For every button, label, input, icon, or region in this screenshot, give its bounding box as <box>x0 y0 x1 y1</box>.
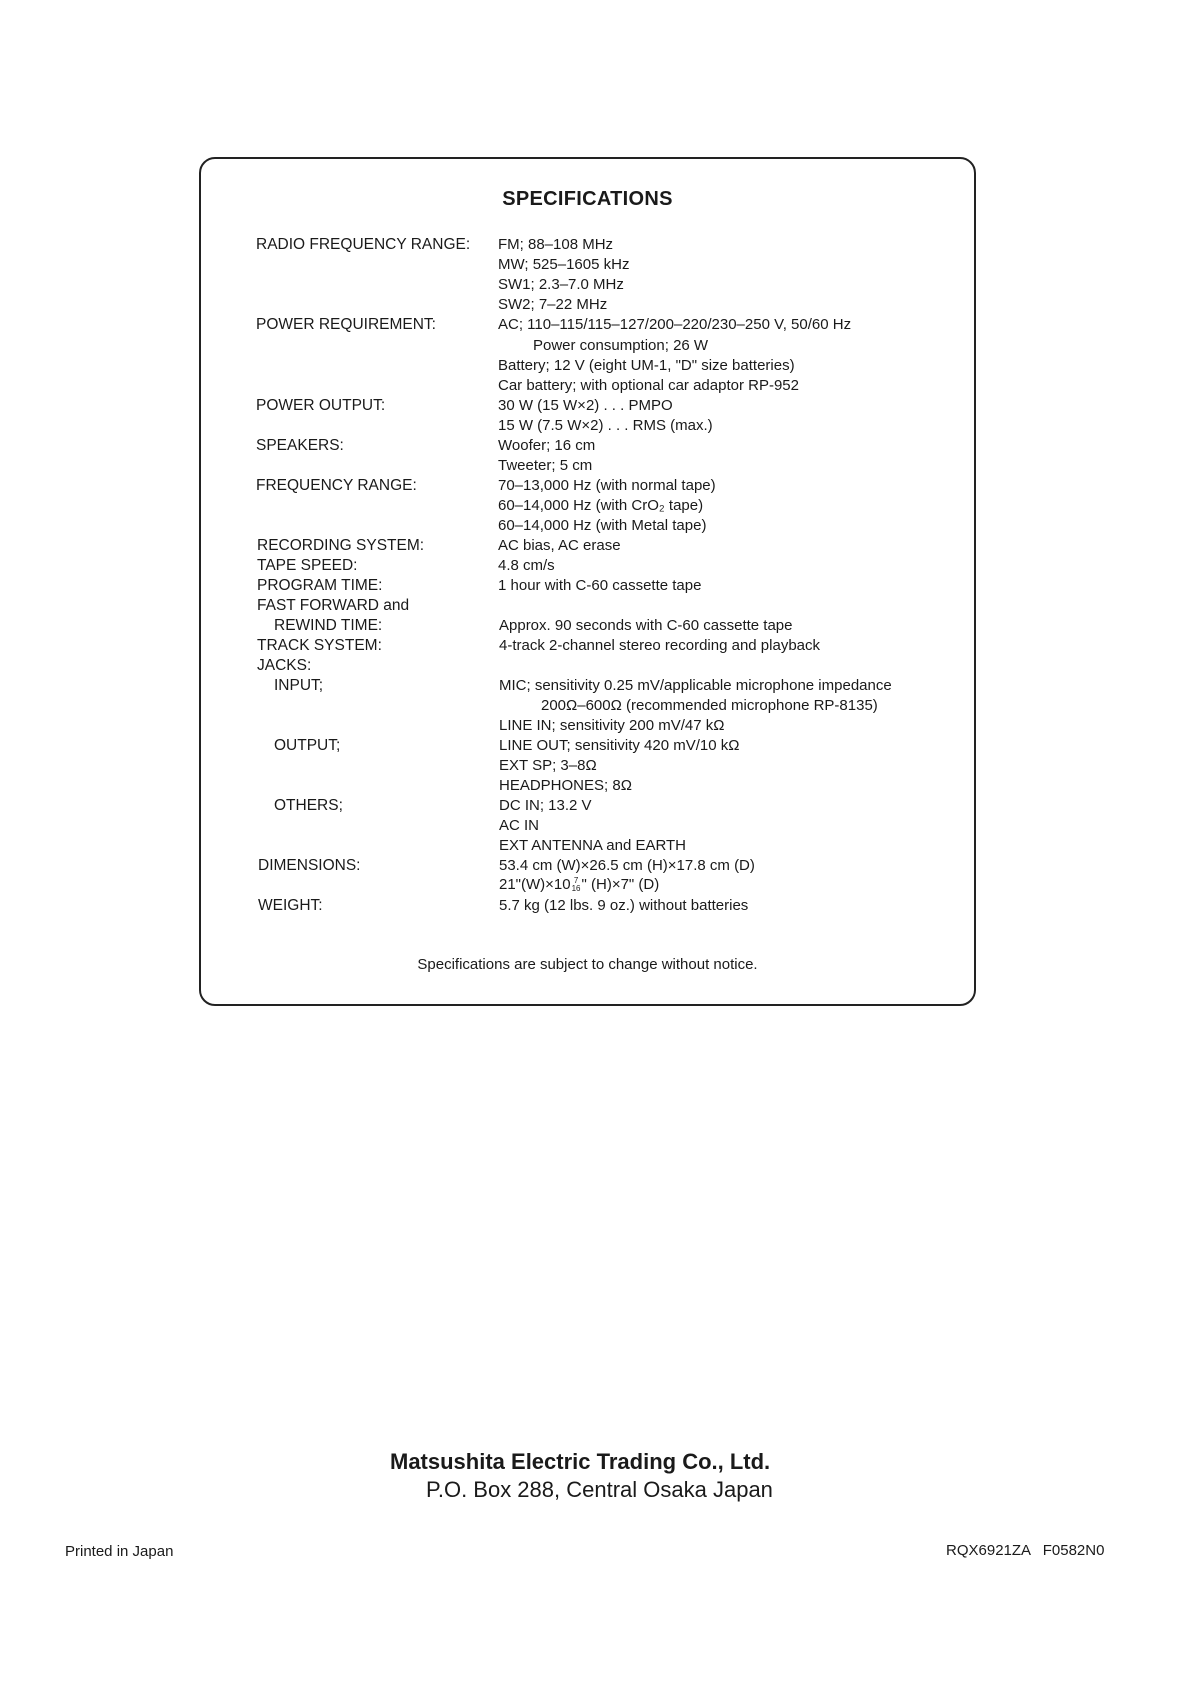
rewind-time-label: REWIND TIME: <box>274 617 383 634</box>
spec-value: 60–14,000 Hz (with Metal tape) <box>498 517 707 534</box>
specifications-note: Specifications are subject to change without notice. <box>417 956 758 973</box>
fraction-numerator: 7 <box>573 876 579 886</box>
spec-value: Tweeter; 5 cm <box>498 457 593 474</box>
tape-speed-label: TAPE SPEED: <box>257 557 358 574</box>
fraction <box>572 877 581 893</box>
spec-value: 5.7 kg (12 lbs. 9 oz.) without batteries <box>499 897 749 914</box>
spec-value: 60–14,000 Hz (with CrO₂ tape) <box>498 497 704 514</box>
spec-value: 21"(W)×10 <box>499 876 571 893</box>
speakers-label: SPEAKERS: <box>256 437 344 454</box>
spec-value: Battery; 12 V (eight UM-1, "D" size batteries) <box>498 357 795 374</box>
spec-value: EXT ANTENNA and EARTH <box>499 837 687 854</box>
spec-value: Approx. 90 seconds with C-60 cassette tape <box>499 617 793 634</box>
power-output-label: POWER OUTPUT: <box>256 397 386 414</box>
company-name: Matsushita Electric Trading Co., Ltd. <box>390 1449 771 1474</box>
spec-value: 4.8 cm/s <box>498 557 555 574</box>
spec-value: 70–13,000 Hz (with normal tape) <box>498 477 716 494</box>
spec-value: Power consumption; 26 W <box>533 337 709 354</box>
spec-value: 53.4 cm (W)×26.5 cm (H)×17.8 cm (D) <box>499 857 755 874</box>
weight-label: WEIGHT: <box>258 897 323 914</box>
spec-value: 1 hour with C-60 cassette tape <box>498 577 702 594</box>
fraction-denominator: 16 <box>571 884 581 894</box>
recording-system-label: RECORDING SYSTEM: <box>257 537 425 554</box>
spec-value: HEADPHONES; 8Ω <box>499 777 632 794</box>
spec-value: 30 W (15 W×2) . . . PMPO <box>498 397 673 414</box>
spec-value: MIC; sensitivity 0.25 mV/applicable microphone impedance <box>499 677 892 694</box>
dimensions-inches <box>499 876 659 893</box>
track-system-label: TRACK SYSTEM: <box>257 637 382 654</box>
jacks-label: JACKS: <box>257 657 312 674</box>
jacks-input-label: INPUT; <box>274 677 324 694</box>
radio-frequency-range-label: RADIO FREQUENCY RANGE: <box>256 236 471 253</box>
spec-value: 15 W (7.5 W×2) . . . RMS (max.) <box>498 417 713 434</box>
company-address: P.O. Box 288, Central Osaka Japan <box>426 1477 773 1502</box>
spec-value: SW2; 7–22 MHz <box>498 296 608 313</box>
spec-value: Car battery; with optional car adaptor RP-952 <box>498 377 799 394</box>
fast-forward-label: FAST FORWARD and <box>257 597 410 614</box>
spec-value: FM; 88–108 MHz <box>498 236 614 253</box>
printed-in-japan: Printed in Japan <box>65 1543 174 1560</box>
power-requirement-label: POWER REQUIREMENT: <box>256 316 436 333</box>
spec-value: " (H)×7" (D) <box>581 876 660 893</box>
spec-value: Woofer; 16 cm <box>498 437 596 454</box>
spec-value: DC IN; 13.2 V <box>499 797 592 814</box>
spec-value: AC bias, AC erase <box>498 537 621 554</box>
spec-value: LINE OUT; sensitivity 420 mV/10 kΩ <box>499 737 740 754</box>
spec-value: 200Ω–600Ω (recommended microphone RP-8135) <box>541 697 878 714</box>
spec-value: LINE IN; sensitivity 200 mV/47 kΩ <box>499 717 725 734</box>
program-time-label: PROGRAM TIME: <box>257 577 383 594</box>
spec-value: MW; 525–1605 kHz <box>498 256 630 273</box>
spec-value: 4-track 2-channel stereo recording and playback <box>499 637 821 654</box>
spec-value: AC IN <box>499 817 540 834</box>
jacks-others-label: OTHERS; <box>274 797 343 814</box>
specifications-title: SPECIFICATIONS <box>502 188 673 210</box>
jacks-output-label: OUTPUT; <box>274 737 341 754</box>
spec-value: AC; 110–115/115–127/200–220/230–250 V, 50/60 Hz <box>498 316 852 333</box>
spec-value: SW1; 2.3–7.0 MHz <box>498 276 624 293</box>
document-code: RQX6921ZA F0582N0 <box>946 1542 1105 1559</box>
frequency-range-label: FREQUENCY RANGE: <box>256 477 417 494</box>
spec-value: EXT SP; 3–8Ω <box>499 757 597 774</box>
dimensions-label: DIMENSIONS: <box>258 857 361 874</box>
